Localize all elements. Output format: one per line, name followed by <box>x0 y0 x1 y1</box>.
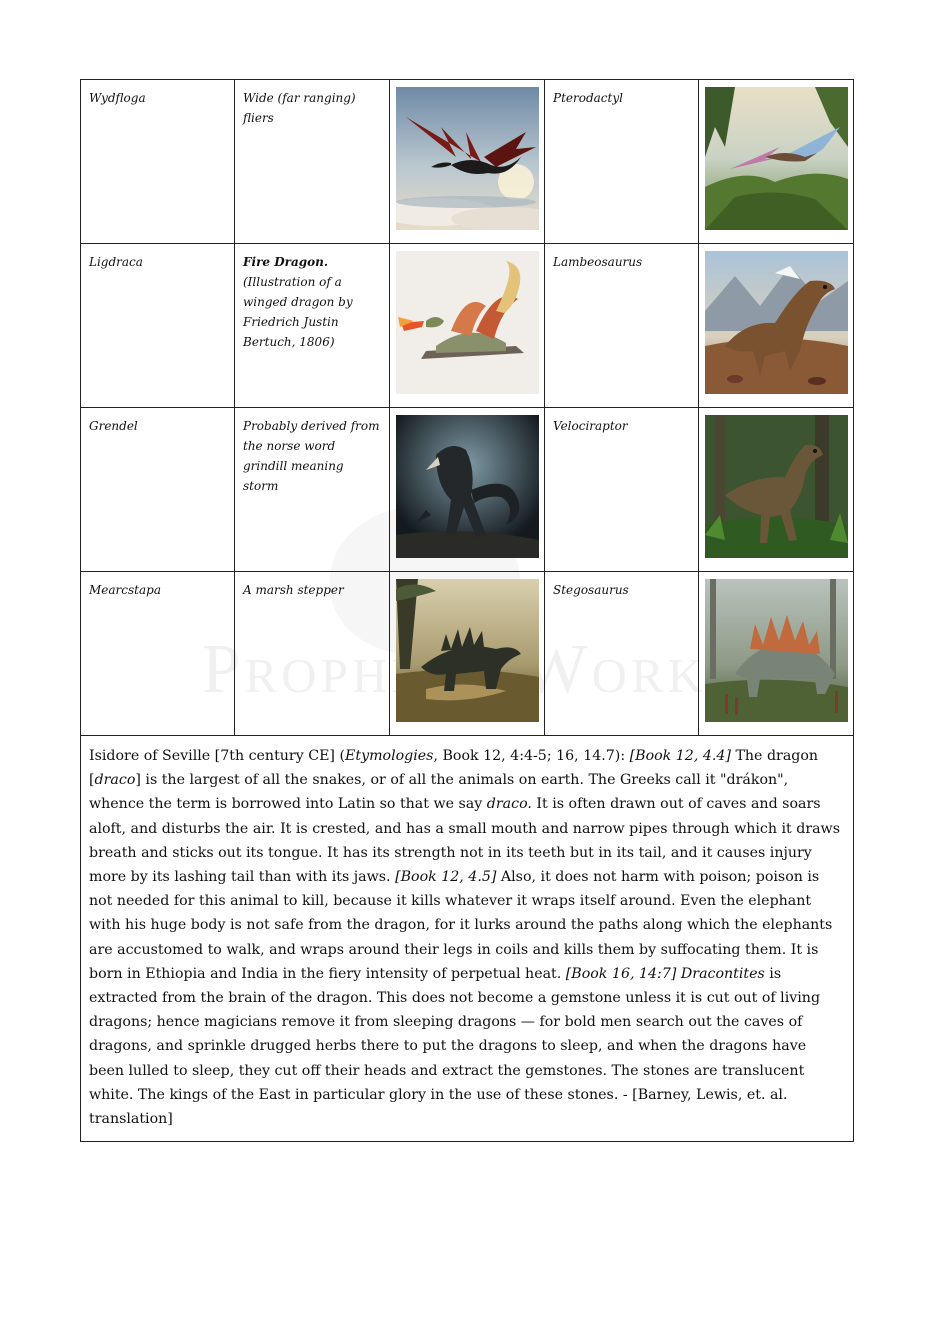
marsh-creature-image <box>396 579 539 722</box>
lambeosaurus-image <box>705 251 848 394</box>
creature-name: Wydfloga <box>81 80 235 244</box>
dinosaur-name: Velociraptor <box>545 408 699 572</box>
table-row <box>81 80 854 244</box>
stegosaurus-image <box>705 579 848 722</box>
fire-dragon-illustration <box>396 251 539 394</box>
creature-meaning <box>235 408 390 572</box>
creature-meaning: Wide (far ranging) fliers <box>235 80 390 244</box>
creature-name: Ligdraca <box>81 244 235 408</box>
meaning-bold: Fire Dragon. <box>243 255 329 269</box>
quote-text: ] is the largest of all the snakes, or of all the animals on earth. The Greeks call it "drákon", whence the term is borrowed into Latin so that we say <box>89 772 789 813</box>
creature-meaning <box>235 244 390 408</box>
quote-text: The dragon [ <box>89 748 819 789</box>
watermark-text: Prophecy Works <box>201 631 739 708</box>
creature-name: Mearcstapa <box>81 572 235 736</box>
quote-draco-2: draco. <box>486 796 532 813</box>
quote-draco: draco <box>94 772 136 789</box>
creature-image-cell <box>390 572 545 736</box>
dinosaur-name: Lambeosaurus <box>545 244 699 408</box>
quote-etymologies: Etymologies <box>345 748 434 764</box>
dinosaur-name: Pterodactyl <box>545 80 699 244</box>
quote-citation: , Book 12, 4:4-5; 16, 14.7): <box>433 748 630 764</box>
quote-ref-12-4-5: [Book 12, 4.5] <box>395 869 497 886</box>
isidore-quote <box>81 736 854 1142</box>
creature-image-cell <box>390 408 545 572</box>
dinosaur-image-cell <box>699 572 854 736</box>
quote-intro: Isidore of Seville [7th century CE] ( <box>89 748 346 764</box>
quote-ref-12-4-4: [Book 12, 4.4] <box>629 748 731 764</box>
flying-dragon-image <box>396 87 539 230</box>
quote-dracontites: Dracontites <box>680 965 765 982</box>
quote-row <box>81 736 854 1142</box>
meaning-post: meaning storm <box>243 459 344 493</box>
dinosaur-image-cell <box>699 244 854 408</box>
creature-comparison-table <box>80 79 854 1142</box>
creature-meaning: A marsh stepper <box>235 572 390 736</box>
dinosaur-name: Stegosaurus <box>545 572 699 736</box>
table-row <box>81 408 854 572</box>
meaning-rest: (Illustration of a winged dragon by Friedrich Justin Bertuch, 1806) <box>243 275 353 349</box>
dinosaur-image-cell <box>699 80 854 244</box>
quote-text: It is often drawn out of caves and soars aloft, and disturbs the air. It is crested, and has a small mouth and narrow pipes through which it draws breath and sticks out its tongue. It has its strength not in its teeth but in its tail, and it causes injury more by its lashing tail than with its jaws. <box>89 796 840 886</box>
quote-text: Also, it does not harm with poison; poison is not needed for this animal to kill, because it kills whatever it wraps itself around. Even the elephant with his huge body is not safe from the dragon, for it lurks around the paths along which the elephants are accustomed to walk, and wraps around their legs in coils and kills them by suffocating them. It is born in Ethiopia and India in the fiery intensity of perpetual heat. <box>89 869 833 982</box>
table-row <box>81 572 854 736</box>
dinosaur-image-cell <box>699 408 854 572</box>
meaning-word: grindill <box>243 459 288 473</box>
quote-ref-16-14-7: [Book 16, 14:7] <box>565 965 677 982</box>
meaning-pre: Probably derived from the norse word <box>243 419 380 453</box>
creature-name: Grendel <box>81 408 235 572</box>
table-row <box>81 244 854 408</box>
grendel-image <box>396 415 539 558</box>
quote-text: is extracted from the brain of the dragon. This does not become a gemstone unless it is cut out of living dragons; hence magicians remove it from sleeping dragons — for bold men search out the caves of dragons, and sprinkle drugged herbs there to put the dragons to sleep, and when the dragons have been lulled to sleep, they cut off their heads and extract the gemstones. The stones are translucent white. The kings of the East in particular glory in the use of these stones. - [Barney, Lewis, et. al. translation] <box>89 965 821 1128</box>
creature-image-cell <box>390 244 545 408</box>
creature-image-cell <box>390 80 545 244</box>
pterodactyl-image <box>705 87 848 230</box>
velociraptor-image <box>705 415 848 558</box>
